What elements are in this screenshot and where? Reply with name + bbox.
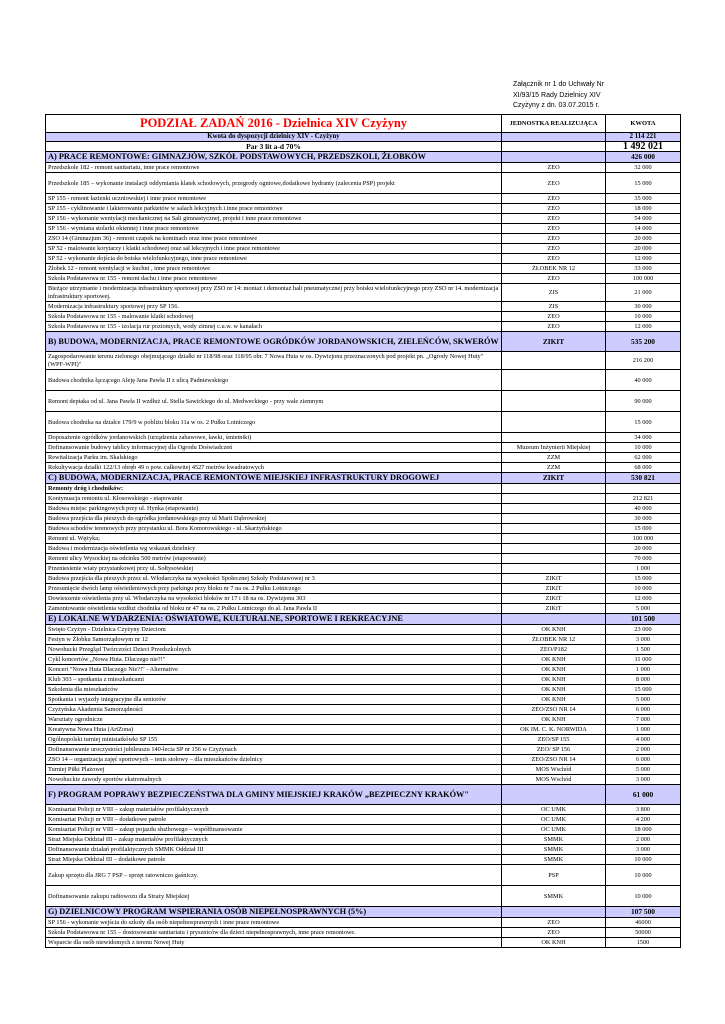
task-description: Dofinansowanie uroczystości jubileuszu 140-lecia SP nr 156 w Czyżynach [46, 745, 502, 755]
table-row [46, 705, 681, 715]
task-amount: 10 000 [606, 584, 681, 594]
task-description: SP 155 - cyklinowanie i lakierowanie parkietów w salach lekcyjnych i inne prace remontowe [46, 204, 502, 214]
task-amount: 3 000 [606, 635, 681, 645]
table-row [46, 352, 681, 370]
table-row [46, 755, 681, 765]
task-description: SP 52 - wykonanie dojścia do boiska wielofunkcyjnego, inne prace remontowe [46, 254, 502, 264]
table-row [46, 514, 681, 524]
task-amount: 10 000 [606, 312, 681, 322]
task-description: Budowa przejścia dla pieszych przez ul. Włodarczyka na wysokości Społecznej Szkoły Podstawowej nr 3 [46, 574, 502, 584]
task-amount: 3 000 [606, 775, 681, 785]
task-amount: 5 000 [606, 695, 681, 705]
task-description: Dowieszenie oświetlenia przy ul. Włodarczyka na wysokości bloków nr 17 i 18 na os. Dywizjonu 303 [46, 594, 502, 604]
task-unit: SMMK [502, 855, 606, 865]
table-row [46, 524, 681, 534]
task-amount: 33 000 [606, 264, 681, 274]
task-amount: 21 000 [606, 284, 681, 302]
table-row [46, 463, 681, 473]
task-unit: ZEO [502, 928, 606, 938]
section-unit [502, 614, 606, 625]
attachment-note [513, 80, 713, 112]
table-row [46, 453, 681, 463]
task-description: Budowa chodnika łączącego Aleję Jana Pawła II z ulicą Padniewskiego [46, 370, 502, 391]
table-row [46, 554, 681, 564]
attachment-note-line: XI/93/15 Rady Dzielnicy XIV [513, 91, 601, 99]
task-unit: ZIKiT [502, 604, 606, 614]
task-description: Koncert "Nowa Huta Dlaczego Nie?!" - Alternative [46, 665, 502, 675]
task-description: Kreatywna Nowa Huta (ArtZona) [46, 725, 502, 735]
task-unit: ZEO [502, 254, 606, 264]
task-unit: ZEO/ SP 156 [502, 745, 606, 755]
task-amount: 15 000 [606, 524, 681, 534]
task-amount: 30 000 [606, 302, 681, 312]
task-amount: 54 000 [606, 214, 681, 224]
task-unit [502, 554, 606, 564]
table-row [46, 745, 681, 755]
task-unit: ZEO/SP 155 [502, 735, 606, 745]
task-amount: 100 000 [606, 274, 681, 284]
task-amount: 5 000 [606, 765, 681, 775]
table-row [46, 274, 681, 284]
task-description: Budowa i modernizacja oświetlenia wg wskazań dzielnicy [46, 544, 502, 554]
task-unit: MOS Wschód [502, 765, 606, 775]
table-row [46, 635, 681, 645]
task-unit: Muzeum Inżynierii Miejskiej [502, 443, 606, 453]
task-amount: 8 000 [606, 675, 681, 685]
section-header-row [46, 907, 681, 918]
table-row [46, 655, 681, 665]
task-description: SP 52 - malowanie korytarzy i klatki schodowej oraz sal lekcyjnych i inne prace remontowe [46, 244, 502, 254]
task-description: Festyn w Żłobku Samorządowym nr 12 [46, 635, 502, 645]
task-amount: 1 500 [606, 645, 681, 655]
table-row [46, 234, 681, 244]
table-row [46, 695, 681, 705]
task-description: Rewitalizacja Parku im. Skalskiego [46, 453, 502, 463]
task-unit: ZIS [502, 284, 606, 302]
task-unit: OC UMK [502, 815, 606, 825]
table-row [46, 544, 681, 554]
task-description: Remont ul. Wężyka; [46, 534, 502, 544]
section-unit [502, 785, 606, 805]
task-amount: 23 000 [606, 625, 681, 635]
table-row [46, 594, 681, 604]
column-header-unit: JEDNOSTKA REALIZUJĄCA [502, 115, 606, 133]
task-amount: 20 000 [606, 234, 681, 244]
task-description: Przedszkole 182 - remont sanitariatu, inne prace remontowe [46, 163, 502, 173]
task-unit: ZEO [502, 244, 606, 254]
task-unit [502, 370, 606, 391]
table-row [46, 604, 681, 614]
task-unit: ZEO [502, 214, 606, 224]
task-amount: 15 000 [606, 412, 681, 433]
table-row [46, 504, 681, 514]
task-unit: ZEO/P182 [502, 645, 606, 655]
task-amount: 50000 [606, 928, 681, 938]
section-header-row [46, 785, 681, 805]
task-description: Remont ulicy Wysockiej na odcinku 500 metrów (etapowanie) [46, 554, 502, 564]
task-unit: SMMK [502, 886, 606, 907]
task-description: Nowohuckie zawody sportów ekstremalnych [46, 775, 502, 785]
section-title: B) BUDOWA, MODERNIZACJA, PRACE REMONTOWE OGRÓDKÓW JORDANOWSKICH, ZIELEŃCÓW, SKWERÓW [46, 332, 502, 352]
task-amount: 11 000 [606, 655, 681, 665]
task-unit: SMMK [502, 845, 606, 855]
table-row [46, 370, 681, 391]
task-description: Doposażenie ogródków jordanowskich (urządzenia zabawowe, ławki, śmietniki) [46, 433, 502, 443]
task-amount: 212 821 [606, 494, 681, 504]
table-row [46, 173, 681, 194]
table-row [46, 835, 681, 845]
task-amount: 10 000 [606, 443, 681, 453]
task-amount: 14 000 [606, 224, 681, 234]
task-description: SP 155 - remont łazienki uczniowskiej i inne prace remontowe [46, 194, 502, 204]
task-description: Budowa miejsc parkingowych przy ul. Hynka (etapowanie) [46, 504, 502, 514]
table-row [46, 284, 681, 302]
section-title: G) DZIELNICOWY PROGRAM WSPIERANIA OSÓB NIEPEŁNOSPRAWNYCH (5%) [46, 907, 502, 918]
task-unit: ZEO [502, 224, 606, 234]
task-amount: 1 000 [606, 725, 681, 735]
task-unit: ZEO [502, 274, 606, 284]
task-description: Warsztaty ogrodnicze [46, 715, 502, 725]
par-unit [502, 142, 606, 152]
table-row [46, 765, 681, 775]
task-description: Przesunięcie dwóch lamp oświetleniowych przy parkingu przy bloku nr 7 na os. 2 Pułku Lotniczego [46, 584, 502, 594]
section-unit: ZIKIT [502, 473, 606, 484]
table-row [46, 665, 681, 675]
task-description: Kontynuacja remontu ul. Kłosowskiego - etapowanie [46, 494, 502, 504]
task-unit: OK KNH [502, 685, 606, 695]
task-unit: ZEO/ZSO NR 14 [502, 705, 606, 715]
task-description: Spotkania i wyjazdy integracyjne dla seniorów [46, 695, 502, 705]
task-description: Komisariat Policji nr VIII – zakup materiałów profilaktycznych [46, 805, 502, 815]
task-unit: ŻŁOBEK NR 12 [502, 264, 606, 274]
task-amount: 18 000 [606, 204, 681, 214]
task-amount: 15 000 [606, 685, 681, 695]
section-unit [502, 152, 606, 163]
section-header-row [46, 152, 681, 163]
task-unit [502, 391, 606, 412]
table-row [46, 494, 681, 504]
task-description: Dofinansowanie zakupu radiowozu dla Straży Miejskiej [46, 886, 502, 907]
task-amount: 30 000 [606, 514, 681, 524]
budget-total-label: Kwota do dyspozycji dzielnicy XIV - Czyżyny [46, 133, 502, 142]
task-amount: 5 000 [606, 604, 681, 614]
task-unit: PSP [502, 865, 606, 886]
task-unit: ZIKiT [502, 594, 606, 604]
task-amount: 2 000 [606, 745, 681, 755]
task-description: Modernizacja infrastruktury sportowej przy SP 156. [46, 302, 502, 312]
table-row [46, 534, 681, 544]
task-unit: OK KNH [502, 715, 606, 725]
budget-total-amount: 2 114 221 [606, 133, 681, 142]
task-unit: ZEO [502, 312, 606, 322]
task-description: Bieżące utrzymanie i modernizacja infrastruktury sportowej przy ZSO nr 14: montaż i demontaż hali pneumatycznej przy boisku wielofunkcyjnego przy ZSO nr 14. modernizacja infrastruktury sportowej. [46, 284, 502, 302]
task-description: Budowa schodów terenowych przy przystanku ul. Bora Komorowskiego - ul. Skarżyńskiego [46, 524, 502, 534]
task-amount: 15 000 [606, 574, 681, 584]
task-unit: ZEO [502, 163, 606, 173]
task-amount: 40 000 [606, 504, 681, 514]
task-amount: 10 000 [606, 865, 681, 886]
task-unit: ZZM [502, 453, 606, 463]
task-description: SP 156 - wykonanie wentylacji mechanicznej na Sali gimnastycznej, projekt i inne prace remontowe [46, 214, 502, 224]
task-unit: OC UMK [502, 825, 606, 835]
task-amount [606, 484, 681, 494]
task-unit: OK KNH [502, 675, 606, 685]
table-row [46, 928, 681, 938]
task-description: Szkoła Podstawowa nr 155 - izolacja rur poziomych, wody zimnej c.u.w. w kanałach [46, 322, 502, 332]
section-amount: 61 000 [606, 785, 681, 805]
task-unit: SMMK [502, 835, 606, 845]
budget-total-unit [502, 133, 606, 142]
task-description: SP 156 - wykonanie wejścia do szkoły dla osób niepełnosprawnych i inne prace remontowe [46, 918, 502, 928]
task-unit: ZZM [502, 463, 606, 473]
table-row [46, 855, 681, 865]
table-row [46, 254, 681, 264]
task-amount: 1500 [606, 938, 681, 948]
task-unit: OK KNH [502, 665, 606, 675]
section-title: E) LOKALNE WYDARZENIA: OŚWIATOWE, KULTURALNE, SPORTOWE I REKREACYJNE [46, 614, 502, 625]
table-row [46, 815, 681, 825]
section-header-row [46, 473, 681, 484]
task-description: Komisariat Policji nr VIII – dodatkowe patrole [46, 815, 502, 825]
task-description: Remont deptaka od ul. Jana Pawła II wzdłuż ul. Stella Sawickiego do ul. Medweckiego - przy wale ziemnym [46, 391, 502, 412]
table-row [46, 574, 681, 584]
task-description: Wsparcie dla osób niewidomych z terenu Nowej Huty [46, 938, 502, 948]
par-amount: 1 492 021 [606, 142, 681, 152]
task-description: Budowa przejścia dla pieszych do ogródka jordanowskiego przy ul Marii Dąbrowskiej [46, 514, 502, 524]
table-row [46, 825, 681, 835]
task-unit [502, 564, 606, 574]
task-description: Klub 303 – spotkania z mieszkańcami [46, 675, 502, 685]
page-title: PODZIAŁ ZADAŃ 2016 - Dzielnica XIV Czyżyny [46, 115, 502, 133]
task-unit: MOS Wschód [502, 775, 606, 785]
task-amount: 2 000 [606, 835, 681, 845]
table-row [46, 302, 681, 312]
task-amount: 62 000 [606, 453, 681, 463]
table-row [46, 845, 681, 855]
task-unit [502, 352, 606, 370]
task-description: Przedszkole 185 – wykonanie instalacji oddymiania klatek schodowych, przegrody ogniowe,dodatkowe hydranty (zalecenia PSP) projekt [46, 173, 502, 194]
task-amount: 216 200 [606, 352, 681, 370]
task-amount: 1 000 [606, 665, 681, 675]
task-description: Zagospodarowanie terenu zielonego obejmującego działki nr 118/98 oraz 118/95 obr. 7 Nowa Huta w os. Dywizjonu przeznaczonych pod projekt pn. „Ogrody Nowej Huty" (WPF-WPI)" [46, 352, 502, 370]
task-amount: 70 000 [606, 554, 681, 564]
section-unit [502, 907, 606, 918]
task-description: Turniej Piłki Plażowej [46, 765, 502, 775]
section-title: A) PRACE REMONTOWE: GIMNAZJÓW, SZKÓŁ PODSTAWOWYCH, PRZEDSZKOLI, ŻŁOBKÓW [46, 152, 502, 163]
task-description: Szkoła Podstawowa nr 155 - malowanie klatki schodowej [46, 312, 502, 322]
task-amount: 32 000 [606, 163, 681, 173]
task-unit: ZIKiT [502, 574, 606, 584]
task-amount: 7 000 [606, 715, 681, 725]
task-unit [502, 544, 606, 554]
task-description: Święto Czyżyn - Dzielnica Czyżyny Dzieciom [46, 625, 502, 635]
table-row [46, 204, 681, 214]
section-amount: 426 000 [606, 152, 681, 163]
table-row [46, 775, 681, 785]
task-unit: OK IM. C. K. NORWIDA [502, 725, 606, 735]
table-row [46, 645, 681, 655]
section-amount: 101 500 [606, 614, 681, 625]
table-row [46, 625, 681, 635]
table-row [46, 264, 681, 274]
task-unit: ZEO [502, 204, 606, 214]
task-description: Cykl koncertów „Nowa Huta. Dlaczego nie?!" [46, 655, 502, 665]
task-amount: 10 000 [606, 886, 681, 907]
task-unit: ZIS [502, 302, 606, 312]
table-row [46, 886, 681, 907]
task-description: Zakup sprzętu dla JRG 7 PSP – sprzęt ratowniczo gaśniczy. [46, 865, 502, 886]
task-description: ZSO 14 – organizacja zajęć sportowych – tenis stołowy – dla mieszkańców dzielnicy [46, 755, 502, 765]
task-amount: 1 000 [606, 564, 681, 574]
task-description: ZSO 14 (Gimnazjum 36) - remont czapek na kominach oraz inne prace remontowe [46, 234, 502, 244]
task-unit: OC UMK [502, 805, 606, 815]
section-header-row [46, 332, 681, 352]
task-amount: 68 000 [606, 463, 681, 473]
task-unit: OK KNH [502, 695, 606, 705]
task-amount: 10 000 [606, 855, 681, 865]
task-amount: 12 000 [606, 594, 681, 604]
attachment-note-line: Czyżyny z dn. 03.07.2015 r. [513, 102, 600, 109]
task-unit [502, 433, 606, 443]
task-amount: 46000 [606, 918, 681, 928]
section-header-row [46, 614, 681, 625]
task-amount: 4 000 [606, 735, 681, 745]
task-unit [502, 484, 606, 494]
task-description: SP 156 - wymiana stolarki okiennej i inne prace remontowe [46, 224, 502, 234]
task-description: Budowa chodnika na działce 179/9 w pobliżu bloku 11a w os. 2 Pułku Lotniczego [46, 412, 502, 433]
task-description: Komisariat Policji nr VIII – zakup pojazdu służbowego – współfinansowanie [46, 825, 502, 835]
section-amount: 530 821 [606, 473, 681, 484]
task-unit: ZEO/ZSO NR 14 [502, 755, 606, 765]
task-description: Straż Miejska Oddział III – zakup materiałów profilaktycznych [46, 835, 502, 845]
table-row [46, 484, 681, 494]
table-row [46, 244, 681, 254]
budget-table [45, 114, 681, 948]
task-description: Dofinansowanie budowy tablicy informacyjnej dla Ogrodu Doświadczeń [46, 443, 502, 453]
task-amount: 34 000 [606, 433, 681, 443]
task-amount: 3 800 [606, 805, 681, 815]
task-description: Szkoła Podstawowa nr 155 - remont dachu i inne prace remontowe [46, 274, 502, 284]
task-unit [502, 494, 606, 504]
task-amount: 35 000 [606, 194, 681, 204]
attachment-note-line: Załącznik nr 1 do Uchwały Nr [513, 81, 605, 88]
task-amount: 6 000 [606, 705, 681, 715]
section-unit: ZIKIT [502, 332, 606, 352]
task-unit [502, 524, 606, 534]
table-row [46, 163, 681, 173]
table-row [46, 214, 681, 224]
column-header-amount: KWOTA [606, 115, 681, 133]
task-description: Szkolenia dla mieszkańców [46, 685, 502, 695]
task-unit [502, 534, 606, 544]
table-row [46, 412, 681, 433]
section-amount: 107 500 [606, 907, 681, 918]
task-amount: 40 000 [606, 370, 681, 391]
table-row [46, 938, 681, 948]
task-description: Zamontowanie oświetlenia wzdłuż chodnika od bloku nr 47 na os. 2 Pułku Lotniczego do al. Jana Pawła II [46, 604, 502, 614]
task-amount: 18 000 [606, 825, 681, 835]
task-unit: OK KNH [502, 655, 606, 665]
task-description: Przeniesienie wiaty przystankowej przy ul. Sołtysowskiej [46, 564, 502, 574]
task-amount: 20 000 [606, 544, 681, 554]
task-unit: OK KNH [502, 625, 606, 635]
table-row [46, 685, 681, 695]
task-unit: ZIKiT [502, 584, 606, 594]
task-unit: ZEO [502, 194, 606, 204]
table-row [46, 322, 681, 332]
task-description: Czyżyńska Akademia Samorządności [46, 705, 502, 715]
task-amount: 90 000 [606, 391, 681, 412]
task-description: Ogólnopolski turniej minisiatkówki SP 155 [46, 735, 502, 745]
table-row [46, 805, 681, 815]
task-description: Straż Miejska Oddział III – dodatkowe patrole [46, 855, 502, 865]
table-row [46, 735, 681, 745]
table-row [46, 564, 681, 574]
task-unit: OK KNH [502, 938, 606, 948]
task-unit: ZEO [502, 173, 606, 194]
section-title: F) PROGRAM POPRAWY BEZPIECZEŃSTWA DLA GMINY MIEJSKIEJ KRAKÓW „BEZPIECZNY KRAKÓW" [46, 785, 502, 805]
task-amount: 12 000 [606, 322, 681, 332]
task-amount: 20 000 [606, 244, 681, 254]
task-description: Remonty dróg i chodników: [46, 484, 502, 494]
task-unit [502, 514, 606, 524]
table-row [46, 443, 681, 453]
task-unit [502, 412, 606, 433]
table-row [46, 391, 681, 412]
budget-total-row [46, 133, 681, 142]
table-row [46, 725, 681, 735]
task-description: Dofinansowanie działań profilaktycznych SMMK Oddział III [46, 845, 502, 855]
table-row [46, 194, 681, 204]
task-unit [502, 504, 606, 514]
task-amount: 12 000 [606, 254, 681, 264]
table-row [46, 865, 681, 886]
section-title: C) BUDOWA, MODERNIZACJA, PRACE REMONTOWE MIEJSKIEJ INFRASTRUKTURY DROGOWEJ [46, 473, 502, 484]
task-description: Rekultywacja działki 122/13 obręb 49 o pow. całkowitej 4527 metrów kwadratowych [46, 463, 502, 473]
table-row [46, 675, 681, 685]
table-row [46, 715, 681, 725]
task-amount: 6 000 [606, 755, 681, 765]
par-row [46, 142, 681, 152]
section-amount: 535 200 [606, 332, 681, 352]
task-amount: 15 000 [606, 173, 681, 194]
table-row [46, 224, 681, 234]
task-amount: 3 000 [606, 845, 681, 855]
task-unit: ZEO [502, 234, 606, 244]
par-label: Par 3 lit a-d 70% [46, 142, 502, 152]
task-amount: 4 200 [606, 815, 681, 825]
task-description: Nowohucki Przegląd Twórczości Dzieci Przedszkolnych [46, 645, 502, 655]
table-row [46, 312, 681, 322]
table-title-row [46, 115, 681, 133]
task-unit: ZEO [502, 918, 606, 928]
table-row [46, 433, 681, 443]
table-row [46, 918, 681, 928]
task-amount: 100 000 [606, 534, 681, 544]
task-description: Szkoła Podstawowa nr 155 – dostosowanie sanitariatu i pryszniców dla dzieci niepełnosprawnych, inne prace remontowe. [46, 928, 502, 938]
task-unit: ZEO [502, 322, 606, 332]
task-unit: ŻŁOBEK NR 12 [502, 635, 606, 645]
task-description: Żłobek 12 - remont wentylacji w kuchni , inne prace remontowe [46, 264, 502, 274]
table-row [46, 584, 681, 594]
